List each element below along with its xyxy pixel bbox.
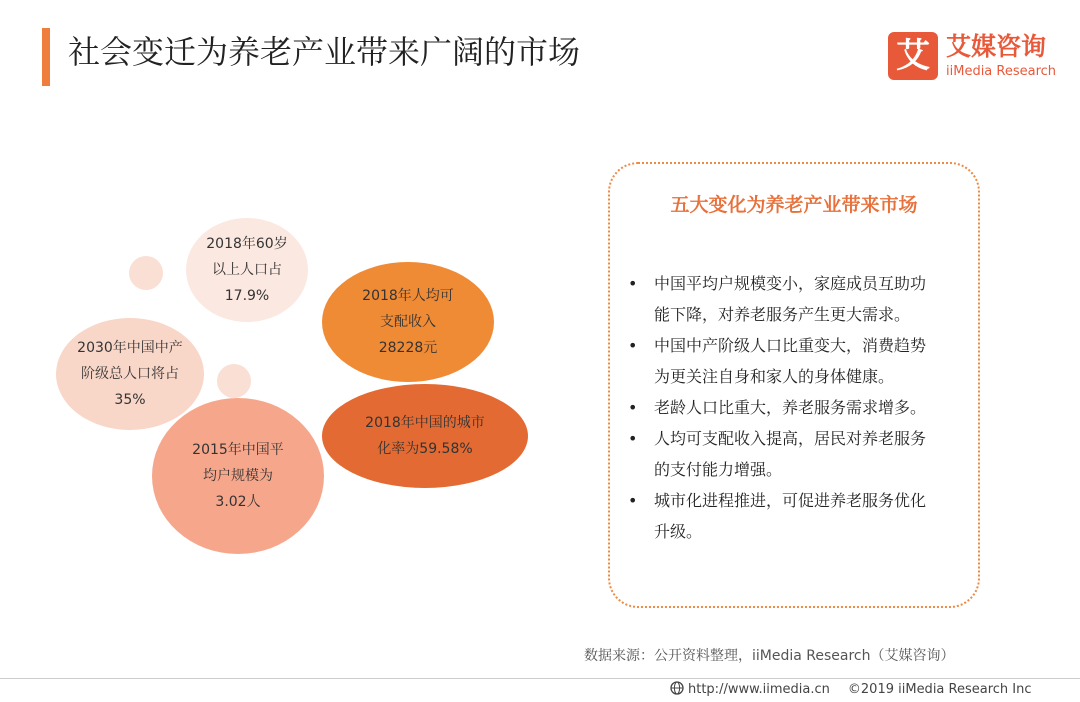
logo-mark: 艾	[888, 32, 938, 80]
copyright-text: ©2019 iiMedia Research Inc	[847, 682, 1032, 697]
data-source-note: 数据来源：公开资料整理，iiMedia Research（艾媒咨询）	[584, 648, 955, 664]
bubble-disposable-income	[322, 262, 494, 382]
list-item-line: 中国中产阶级人口比重变大，消费趋势	[654, 336, 927, 355]
list-item	[628, 423, 968, 485]
bubble-line: 以上人口占	[211, 262, 282, 278]
bubble-line: 2015年中国平	[192, 442, 284, 458]
bubble-line: 阶级总人口将占	[80, 366, 179, 382]
list-item-line: 老龄人口比重大，养老服务需求增多。	[654, 398, 927, 417]
bullet: •	[628, 491, 638, 510]
bubble-urbanization	[322, 384, 528, 488]
bubble-line: 35%	[114, 392, 146, 408]
list-item-line: 升级。	[654, 522, 703, 541]
bubble-line: 28228元	[378, 340, 438, 356]
bubble-elderly-share	[186, 218, 308, 322]
title-accent-bar	[42, 28, 50, 86]
bullet: •	[628, 429, 638, 448]
bullet: •	[628, 398, 638, 417]
bubble-line: 化率为59.58%	[377, 441, 473, 457]
list-item-line: 中国平均户规模变小，家庭成员互助功	[654, 274, 927, 293]
list-item	[628, 392, 968, 423]
bubble-line: 2018年中国的城市	[365, 415, 485, 431]
footer	[670, 680, 1032, 700]
bullet: •	[628, 336, 638, 355]
bubble-line: 17.9%	[224, 288, 270, 304]
bubble-line: 2018年60岁	[206, 236, 288, 252]
list-item-line: 为更关注自身和家人的身体健康。	[654, 367, 895, 386]
globe-icon	[670, 681, 684, 695]
footer-divider	[0, 678, 1080, 679]
logo-name-cn: 艾媒咨询	[946, 32, 1047, 61]
list-item-line: 能下降，对养老服务产生更大需求。	[654, 305, 911, 324]
bubble-middle-class	[56, 318, 204, 430]
panel-title: 五大变化为养老产业带来市场	[670, 194, 918, 216]
list-item-line: 人均可支配收入提高，居民对养老服务	[654, 429, 927, 448]
bubble-line: 3.02人	[215, 494, 261, 510]
decorative-dot	[129, 256, 163, 290]
list-item-line: 的支付能力增强。	[654, 460, 783, 479]
bubble-household-size	[152, 398, 324, 554]
bullet: •	[628, 274, 638, 293]
list-item	[628, 485, 968, 547]
decorative-dot	[217, 364, 251, 398]
changes-list	[628, 268, 968, 547]
bubble-line: 2030年中国中产	[77, 340, 183, 356]
five-changes-panel	[608, 162, 980, 608]
bubble-line: 均户规模为	[202, 468, 273, 484]
page-title: 社会变迁为养老产业带来广阔的市场	[68, 33, 581, 71]
bubble-line: 支配收入	[379, 314, 436, 330]
bubble-line: 2018年人均可	[362, 288, 454, 304]
logo-name-en: iiMedia Research	[946, 64, 1057, 79]
list-item	[628, 330, 968, 392]
website-link[interactable]: http://www.iimedia.cn	[688, 682, 830, 697]
list-item-line: 城市化进程推进，可促进养老服务优化	[654, 491, 927, 510]
list-item	[628, 268, 968, 330]
iimedia-logo	[888, 32, 1068, 82]
